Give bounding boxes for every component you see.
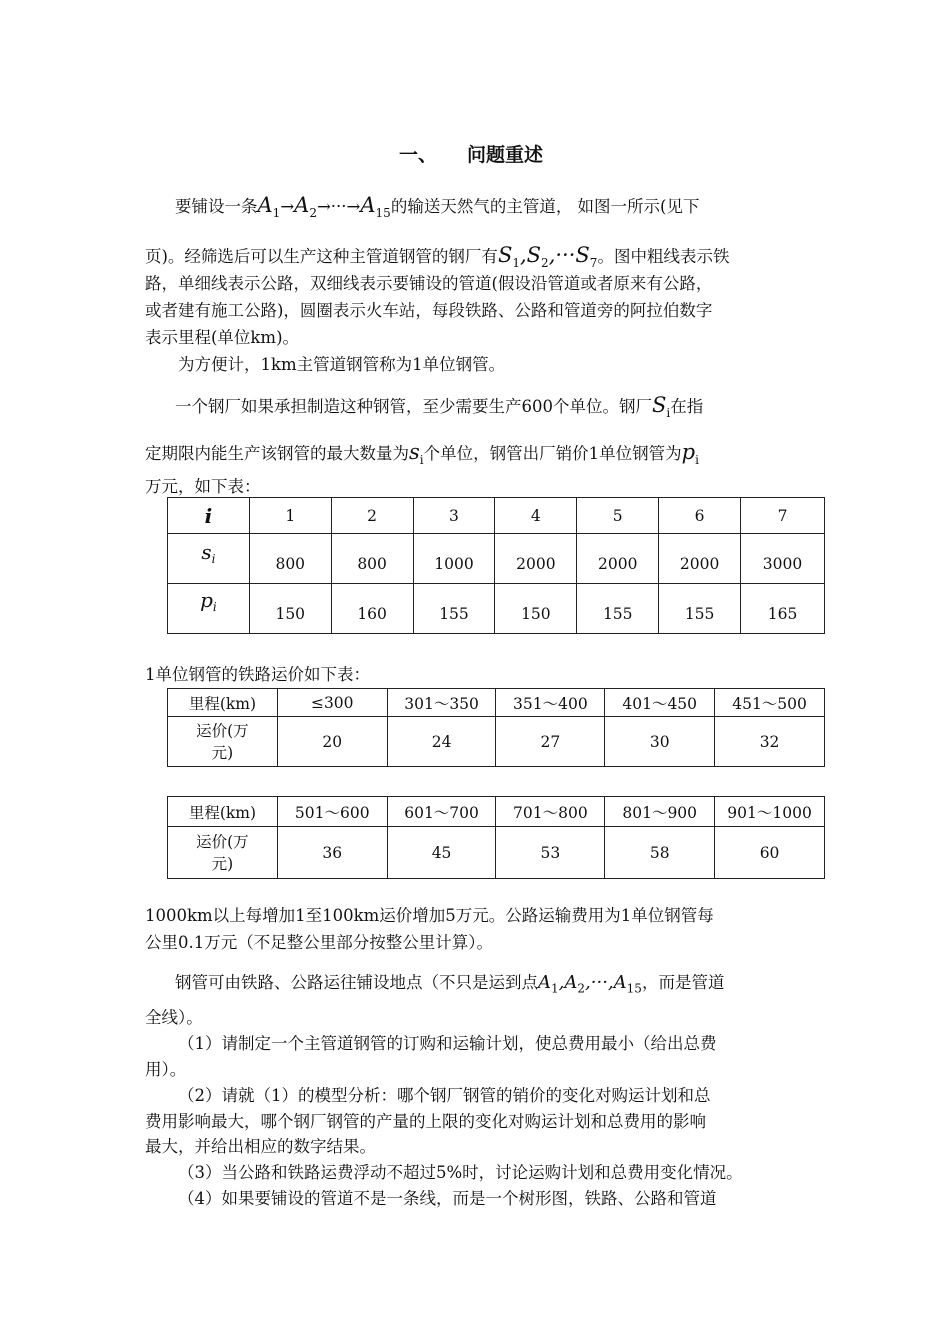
range-cell: 401～450: [605, 689, 715, 717]
range-cell: 301～350: [387, 689, 496, 717]
factory-p-row: [168, 584, 825, 634]
distance-label: 里程(km): [168, 797, 278, 827]
para4-line2: 公里0.1万元（不足整公里部分按整公里计算）。: [145, 933, 493, 952]
col-4: 4: [495, 498, 577, 534]
rail1-range-row: [168, 689, 825, 717]
col-2: 2: [331, 498, 413, 534]
col-7: 7: [741, 498, 825, 534]
p-label: $p_i$: [168, 584, 250, 634]
question-3: （3）当公路和铁路运费浮动不超过5%时，讨论运购计划和总费用变化情况。: [178, 1163, 743, 1182]
range-cell: 901～1000: [715, 797, 825, 827]
para1-line1: 要铺设一条$A_1\to A_2\to\cdot\cdot\cdot\to A_{15}$的输送天然气的主管道， 如图一所示(见下: [175, 193, 700, 221]
price-cell: 20: [277, 717, 387, 767]
p-value: 155: [577, 584, 659, 634]
range-cell: 451～500: [715, 689, 825, 717]
para3-line2: 定期限内能生产该钢管的最大数量为$s_i$个单位，钢管出厂销价1单位钢管为$p_i$: [145, 440, 699, 468]
question-1-line1: （1）请制定一个主管道钢管的订购和运输计划，使总费用最小（给出总费: [178, 1034, 717, 1053]
rail-caption: 1单位钢管的铁路运价如下表：: [145, 665, 370, 684]
p-value: 165: [741, 584, 825, 634]
price-cell: 30: [605, 717, 715, 767]
s-value: 800: [249, 534, 331, 584]
p-value: 150: [495, 584, 577, 634]
section-title: 问题重述: [467, 144, 544, 166]
price-cell: 45: [387, 827, 496, 879]
col-1: 1: [249, 498, 331, 534]
p-value: 155: [659, 584, 741, 634]
rail1-price-row: [168, 717, 825, 767]
distance-label: 里程(km): [168, 689, 278, 717]
range-cell: 351～400: [496, 689, 605, 717]
factory-table: [167, 497, 825, 634]
para5-line1: 钢管可由铁路、公路运往铺设地点（不只是运到点$A_1,A_2,\cdot\cdot\cdot,A_{15}$，而是管道: [175, 972, 725, 996]
price-cell: 60: [715, 827, 825, 879]
para4-line1: 1000km以上每增加1至100km运价增加5万元。公路运输费用为1单位钢管每: [145, 906, 714, 925]
para3-line3: 万元，如下表：: [145, 477, 261, 496]
price-cell: 53: [496, 827, 605, 879]
para1-line3: 路，单细线表示公路，双细线表示要铺设的管道(假设沿管道或者原来有公路，: [145, 274, 713, 293]
col-5: 5: [577, 498, 659, 534]
range-cell: 601～700: [387, 797, 496, 827]
col-6: 6: [659, 498, 741, 534]
range-cell: 701～800: [496, 797, 605, 827]
p-value: 160: [331, 584, 413, 634]
price-cell: 32: [715, 717, 825, 767]
para3-line1: 一个钢厂如果承担制造这种钢管，至少需要生产600个单位。钢厂$S_i$在指: [175, 393, 704, 421]
s-value: 800: [331, 534, 413, 584]
price-label: 运价(万 元): [168, 717, 278, 767]
question-2-line3: 最大，并给出相应的数字结果。: [145, 1137, 376, 1156]
section-number: 一、: [399, 144, 438, 166]
price-cell: 24: [387, 717, 496, 767]
para1-line4: 或者建有施工公路)，圆圈表示火车站，每段铁路、公路和管道旁的阿拉伯数字: [145, 301, 713, 320]
range-cell: 501～600: [277, 797, 387, 827]
question-4-line1: （4）如果要铺设的管道不是一条线，而是一个树形图，铁路、公路和管道: [178, 1189, 717, 1208]
col-3: 3: [413, 498, 495, 534]
question-2-line2: 费用影响最大，哪个钢厂钢管的产量的上限的变化对购运计划和总费用的影响: [145, 1112, 706, 1131]
rail-table-1: [167, 688, 825, 767]
range-cell: ≤300: [277, 689, 387, 717]
s-label: $s_i$: [168, 534, 250, 584]
price-cell: 36: [277, 827, 387, 879]
p-value: 150: [249, 584, 331, 634]
para2: 为方便计，1km主管道钢管称为1单位钢管。: [178, 355, 506, 374]
price-cell: 58: [605, 827, 715, 879]
para1-line5: 表示里程(单位km)。: [145, 328, 300, 347]
rail2-price-row: [168, 827, 825, 879]
s-value: 2000: [495, 534, 577, 584]
factory-s-row: [168, 534, 825, 584]
para5-line2: 全线）。: [145, 1008, 203, 1027]
header-i: i: [168, 498, 250, 534]
price-label: 运价(万 元): [168, 827, 278, 879]
s-value: 3000: [741, 534, 825, 584]
rail-table-2: [167, 796, 825, 879]
para1-line2: 页)。经筛选后可以生产这种主管道钢管的钢厂有$S_1,S_2,\cdot\cdot\cdot S_7$。图中粗线表示铁: [145, 243, 730, 271]
rail2-range-row: [168, 797, 825, 827]
question-1-line2: 用）。: [145, 1060, 187, 1079]
price-cell: 27: [496, 717, 605, 767]
s-value: 2000: [577, 534, 659, 584]
range-cell: 801～900: [605, 797, 715, 827]
s-value: 2000: [659, 534, 741, 584]
p-value: 155: [413, 584, 495, 634]
s-value: 1000: [413, 534, 495, 584]
factory-header-row: [168, 498, 825, 534]
question-2-line1: （2）请就（1）的模型分析：哪个钢厂钢管的销价的变化对购运计划和总: [178, 1086, 711, 1105]
